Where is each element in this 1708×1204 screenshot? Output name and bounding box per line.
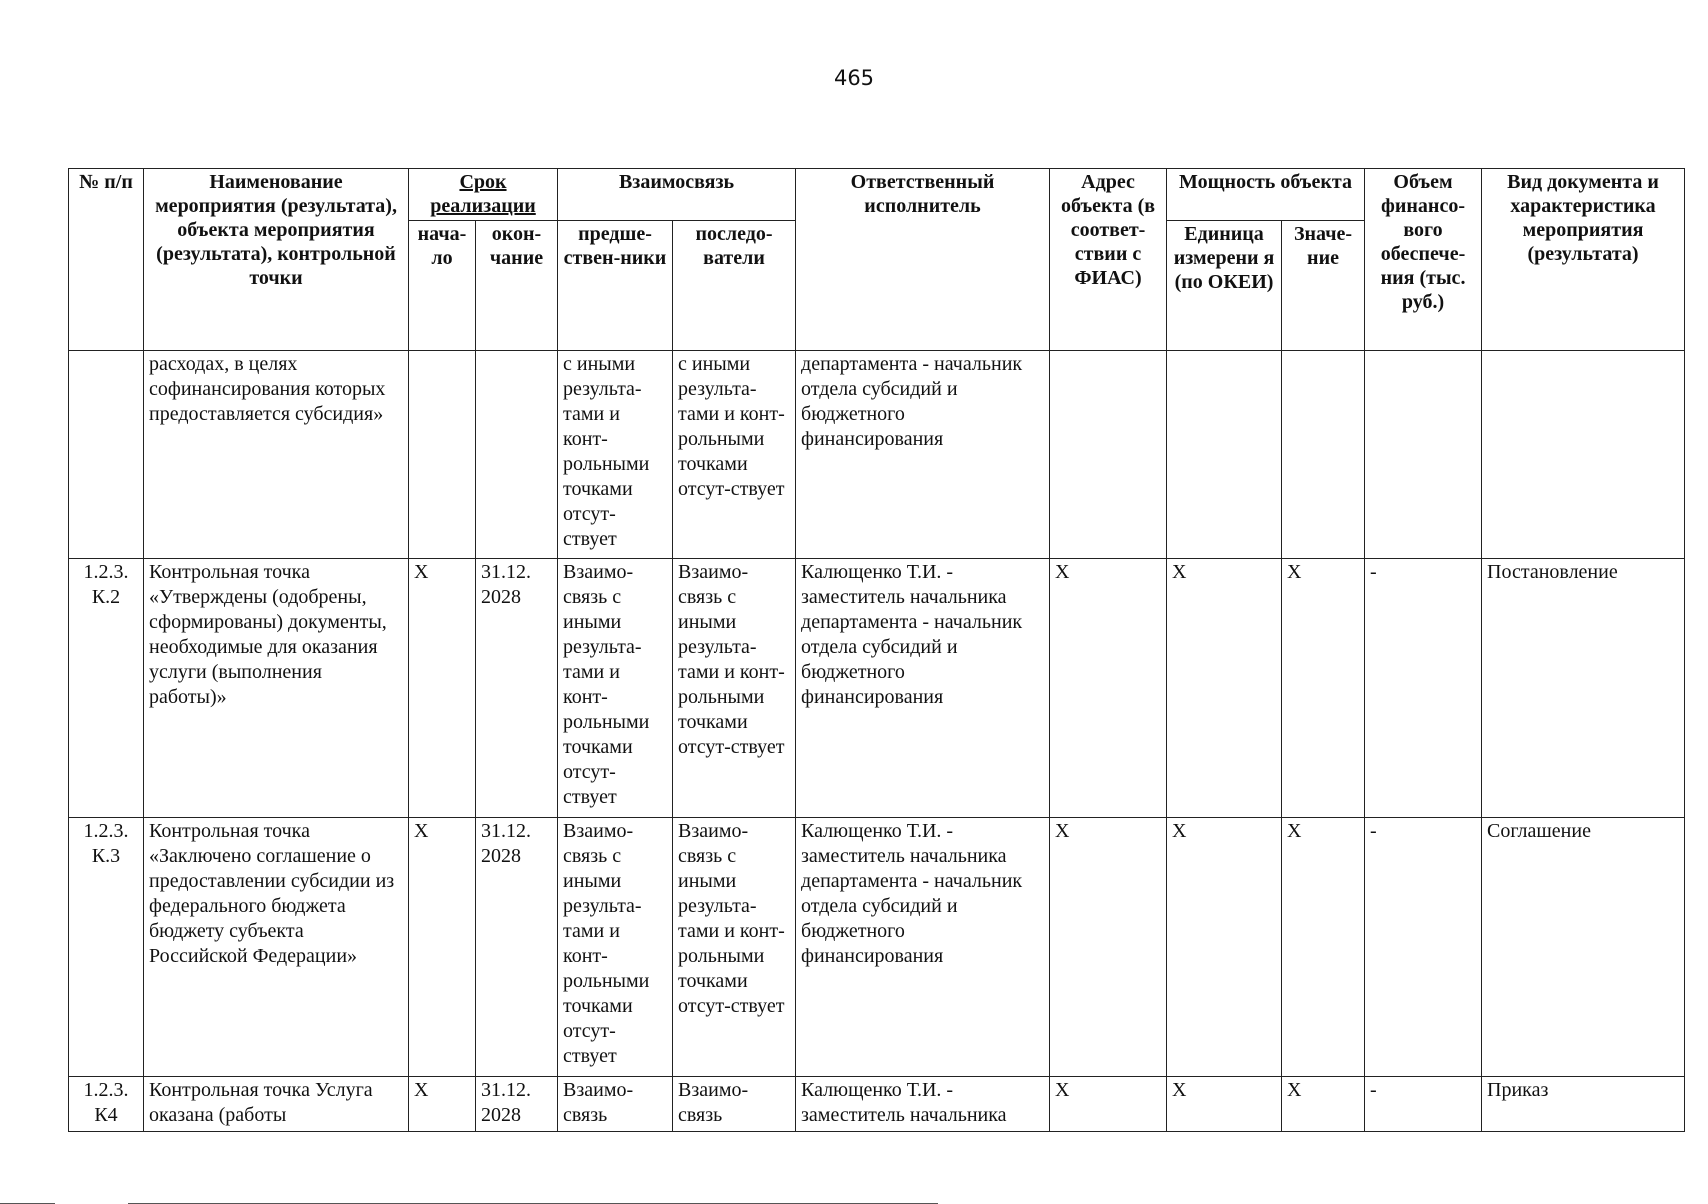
cell-end [476,351,558,559]
cell-next: с иными результа-тами и конт-рольными точками отсут-ствует [673,351,796,559]
cell-unit [1167,351,1282,559]
cell-prev: с иными результа-тами и конт-рольными точками отсут-ствует [558,351,673,559]
cell-start [409,351,476,559]
header-address: Адрес объекта (в соответ-ствии с ФИАС) [1050,169,1167,351]
cell-next: Взаимо-связь [673,1077,796,1132]
cell-value [1282,351,1365,559]
cell-funding: - [1365,818,1482,1077]
cell-unit: X [1167,818,1282,1077]
cell-end: 31.12. 2028 [476,559,558,818]
header-period-start: нача-ло [409,221,476,351]
cell-num: 1.2.3. К.2 [69,559,144,818]
cell-funding: - [1365,1077,1482,1132]
header-name: Наименование мероприятия (результата), объекта мероприятия (результата), контрольной точки [144,169,409,351]
cell-value: X [1282,1077,1365,1132]
table-row [69,818,1685,1077]
header-relation-prev: предше-ствен-ники [558,221,673,351]
cell-next: Взаимо-связь с иными результа-тами и конт-рольными точками отсут-ствует [673,818,796,1077]
cell-prev: Взаимо-связь с иными результа-тами и конт-рольными точками отсут-ствует [558,559,673,818]
cell-start: X [409,559,476,818]
cell-num: 1.2.3. К.3 [69,818,144,1077]
cell-doc: Приказ [1482,1077,1685,1132]
cell-unit: X [1167,1077,1282,1132]
cell-address: X [1050,818,1167,1077]
measures-table [68,168,1685,1132]
cell-unit: X [1167,559,1282,818]
table-row [69,1077,1685,1132]
cell-start: X [409,1077,476,1132]
cell-address [1050,351,1167,559]
cell-end: 31.12. 2028 [476,1077,558,1132]
header-capacity-value: Значе-ние [1282,221,1365,351]
header-doc-type: Вид документа и характеристика мероприятия (результата) [1482,169,1685,351]
cell-end: 31.12. 2028 [476,818,558,1077]
cell-doc: Соглашение [1482,818,1685,1077]
cell-name: Контрольная точка Услуга оказана (работы [144,1077,409,1132]
header-relation: Взаимосвязь [558,169,796,221]
page-number: 465 [833,66,875,90]
cell-responsible: Калющенко Т.И. - заместитель начальника [796,1077,1050,1132]
cell-num [69,351,144,559]
cell-value: X [1282,818,1365,1077]
header-funding: Объем финансо-вого обеспече-ния (тыс. руб.) [1365,169,1482,351]
cell-prev: Взаимо-связь с иными результа-тами и конт-рольными точками отсут-ствует [558,818,673,1077]
cell-value: X [1282,559,1365,818]
cell-doc [1482,351,1685,559]
cell-num: 1.2.3. К4 [69,1077,144,1132]
header-num: № п/п [69,169,144,351]
cell-address: X [1050,559,1167,818]
cell-name: Контрольная точка «Заключено соглашение о предоставлении субсидии из федерального бюджета бюджету субъекта Российской Федерации» [144,818,409,1077]
cell-doc: Постановление [1482,559,1685,818]
table-row [69,559,1685,818]
cell-responsible: Калющенко Т.И. - заместитель начальника департамента - начальник отдела субсидий и бюджетного финансирования [796,559,1050,818]
cell-name: расходах, в целях софинансирования которых предоставляется субсидия» [144,351,409,559]
cell-prev: Взаимо-связь [558,1077,673,1132]
header-period-end: окон-чание [476,221,558,351]
header-capacity-unit: Единица измерени я (по ОКЕИ) [1167,221,1282,351]
header-period [409,169,558,221]
cell-address: X [1050,1077,1167,1132]
cell-name: Контрольная точка «Утверждены (одобрены, сформированы) документы, необходимые для оказания услуги (выполнения работы)» [144,559,409,818]
cell-funding [1365,351,1482,559]
cell-funding: - [1365,559,1482,818]
cell-next: Взаимо-связь с иными результа-тами и конт-рольными точками отсут-ствует [673,559,796,818]
cell-responsible: департамента - начальник отдела субсидий и бюджетного финансирования [796,351,1050,559]
cell-start: X [409,818,476,1077]
cell-responsible: Калющенко Т.И. - заместитель начальника департамента - начальник отдела субсидий и бюджетного финансирования [796,818,1050,1077]
header-relation-next: последо-ватели [673,221,796,351]
table-row [69,351,1685,559]
header-period-label: Срок реализации [430,171,536,217]
table-header [69,169,1685,351]
header-responsible: Ответственный исполнитель [796,169,1050,351]
header-capacity: Мощность объекта [1167,169,1365,221]
